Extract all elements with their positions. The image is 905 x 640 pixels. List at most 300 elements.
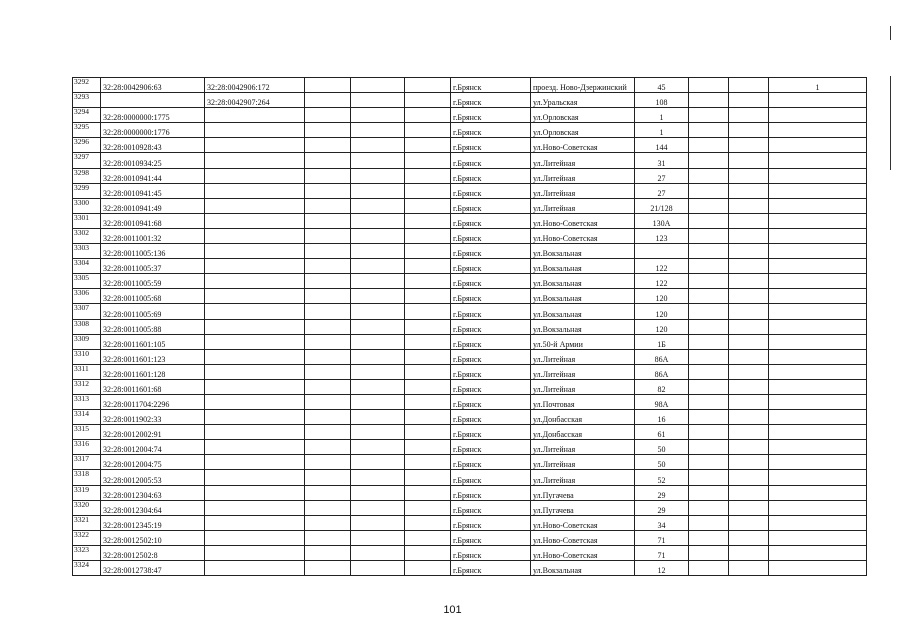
empty-cell [305, 561, 351, 576]
row-number: 3304 [73, 259, 101, 274]
empty-cell [729, 515, 769, 530]
table-row [73, 545, 867, 560]
table-row [73, 440, 867, 455]
house-number: 144 [635, 138, 689, 153]
cadastral-number: 32:28:0010941:44 [101, 168, 205, 183]
empty-cell [305, 228, 351, 243]
empty-cell [729, 213, 769, 228]
empty-cell [405, 455, 451, 470]
extra-value [769, 259, 867, 274]
extra-value [769, 289, 867, 304]
empty-cell [405, 228, 451, 243]
table-row [73, 485, 867, 500]
house-number: 1Б [635, 334, 689, 349]
empty-cell [305, 244, 351, 259]
empty-cell [405, 545, 451, 560]
street: ул.Литейная [531, 349, 635, 364]
table-row [73, 470, 867, 485]
row-number: 3292 [73, 78, 101, 93]
city: г.Брянск [451, 289, 531, 304]
house-number: 29 [635, 485, 689, 500]
extra-value [769, 364, 867, 379]
table-row [73, 259, 867, 274]
empty-cell [405, 93, 451, 108]
row-number: 3315 [73, 425, 101, 440]
house-number: 16 [635, 410, 689, 425]
previous-cadastral-number [205, 455, 305, 470]
cadastral-number: 32:28:0012005:53 [101, 470, 205, 485]
previous-cadastral-number [205, 244, 305, 259]
city: г.Брянск [451, 561, 531, 576]
empty-cell [689, 500, 729, 515]
empty-cell [689, 379, 729, 394]
extra-value [769, 183, 867, 198]
empty-cell [689, 198, 729, 213]
empty-cell [351, 394, 405, 409]
empty-cell [689, 274, 729, 289]
cadastral-number: 32:28:0011005:59 [101, 274, 205, 289]
empty-cell [305, 425, 351, 440]
street: ул.50-й Армии [531, 334, 635, 349]
empty-cell [351, 334, 405, 349]
row-number: 3318 [73, 470, 101, 485]
city: г.Брянск [451, 168, 531, 183]
empty-cell [689, 334, 729, 349]
empty-cell [689, 394, 729, 409]
cadastral-number: 32:28:0011005:88 [101, 319, 205, 334]
extra-value [769, 123, 867, 138]
empty-cell [305, 515, 351, 530]
street: ул.Вокзальная [531, 274, 635, 289]
row-number: 3317 [73, 455, 101, 470]
empty-cell [729, 410, 769, 425]
city: г.Брянск [451, 425, 531, 440]
empty-cell [729, 500, 769, 515]
extra-value [769, 515, 867, 530]
extra-value [769, 153, 867, 168]
row-number: 3299 [73, 183, 101, 198]
city: г.Брянск [451, 394, 531, 409]
extra-value [769, 319, 867, 334]
empty-cell [689, 123, 729, 138]
row-number: 3313 [73, 394, 101, 409]
empty-cell [689, 485, 729, 500]
previous-cadastral-number [205, 274, 305, 289]
empty-cell [351, 349, 405, 364]
city: г.Брянск [451, 349, 531, 364]
empty-cell [689, 259, 729, 274]
empty-cell [351, 228, 405, 243]
previous-cadastral-number [205, 123, 305, 138]
empty-cell [351, 470, 405, 485]
empty-cell [351, 259, 405, 274]
empty-cell [405, 213, 451, 228]
row-number: 3314 [73, 410, 101, 425]
empty-cell [305, 485, 351, 500]
city: г.Брянск [451, 259, 531, 274]
previous-cadastral-number [205, 425, 305, 440]
row-number: 3320 [73, 500, 101, 515]
empty-cell [351, 108, 405, 123]
table-row [73, 500, 867, 515]
empty-cell [351, 545, 405, 560]
street: ул.Ново-Советская [531, 138, 635, 153]
empty-cell [305, 349, 351, 364]
cadastral-number: 32:28:0011005:68 [101, 289, 205, 304]
extra-value [769, 304, 867, 319]
cadastral-number: 32:28:0012738:47 [101, 561, 205, 576]
row-number: 3303 [73, 244, 101, 259]
extra-value [769, 485, 867, 500]
empty-cell [405, 244, 451, 259]
cadastral-number: 32:28:0042906:63 [101, 78, 205, 93]
cadastral-number: 32:28:0011001:32 [101, 228, 205, 243]
street: ул.Вокзальная [531, 259, 635, 274]
house-number [635, 244, 689, 259]
empty-cell [689, 530, 729, 545]
empty-cell [729, 274, 769, 289]
empty-cell [689, 228, 729, 243]
empty-cell [405, 410, 451, 425]
cadastral-number: 32:28:0012502:8 [101, 545, 205, 560]
table-row [73, 108, 867, 123]
empty-cell [351, 319, 405, 334]
empty-cell [351, 274, 405, 289]
empty-cell [305, 440, 351, 455]
empty-cell [351, 515, 405, 530]
row-number: 3305 [73, 274, 101, 289]
empty-cell [351, 78, 405, 93]
cadastral-number: 32:28:0000000:1776 [101, 123, 205, 138]
street: ул.Уральская [531, 93, 635, 108]
empty-cell [305, 138, 351, 153]
extra-value [769, 530, 867, 545]
empty-cell [305, 334, 351, 349]
extra-value [769, 394, 867, 409]
empty-cell [305, 470, 351, 485]
table-row [73, 153, 867, 168]
house-number: 123 [635, 228, 689, 243]
street: ул.Литейная [531, 198, 635, 213]
empty-cell [305, 289, 351, 304]
city: г.Брянск [451, 530, 531, 545]
street: ул.Донбасская [531, 410, 635, 425]
empty-cell [405, 168, 451, 183]
row-number: 3319 [73, 485, 101, 500]
empty-cell [729, 153, 769, 168]
previous-cadastral-number: 32:28:0042906:172 [205, 78, 305, 93]
previous-cadastral-number [205, 334, 305, 349]
row-number: 3293 [73, 93, 101, 108]
empty-cell [689, 455, 729, 470]
street: ул.Вокзальная [531, 289, 635, 304]
empty-cell [689, 289, 729, 304]
house-number: 120 [635, 289, 689, 304]
previous-cadastral-number [205, 153, 305, 168]
empty-cell [351, 183, 405, 198]
empty-cell [729, 530, 769, 545]
row-number: 3311 [73, 364, 101, 379]
empty-cell [729, 545, 769, 560]
street: ул.Литейная [531, 183, 635, 198]
previous-cadastral-number [205, 364, 305, 379]
extra-value [769, 274, 867, 289]
empty-cell [405, 515, 451, 530]
previous-cadastral-number [205, 379, 305, 394]
street: ул.Донбасская [531, 425, 635, 440]
cadastral-number: 32:28:0000000:1775 [101, 108, 205, 123]
cadastral-number: 32:28:0012004:74 [101, 440, 205, 455]
table-row [73, 364, 867, 379]
cadastral-number: 32:28:0011601:128 [101, 364, 205, 379]
cadastral-number: 32:28:0011704:2296 [101, 394, 205, 409]
empty-cell [729, 364, 769, 379]
empty-cell [689, 153, 729, 168]
house-number: 71 [635, 545, 689, 560]
street: ул.Литейная [531, 470, 635, 485]
row-number: 3321 [73, 515, 101, 530]
street: ул.Почтовая [531, 394, 635, 409]
house-number: 27 [635, 168, 689, 183]
extra-value [769, 244, 867, 259]
previous-cadastral-number [205, 394, 305, 409]
previous-cadastral-number [205, 410, 305, 425]
empty-cell [305, 319, 351, 334]
house-number: 120 [635, 304, 689, 319]
house-number: 1 [635, 108, 689, 123]
empty-cell [405, 440, 451, 455]
table-row [73, 425, 867, 440]
house-number: 31 [635, 153, 689, 168]
table-row [73, 515, 867, 530]
previous-cadastral-number [205, 500, 305, 515]
house-number: 34 [635, 515, 689, 530]
street: ул.Литейная [531, 379, 635, 394]
empty-cell [729, 440, 769, 455]
extra-value: 1 [769, 78, 867, 93]
empty-cell [305, 455, 351, 470]
empty-cell [405, 108, 451, 123]
house-number: 52 [635, 470, 689, 485]
street: ул.Литейная [531, 153, 635, 168]
extra-value [769, 500, 867, 515]
previous-cadastral-number [205, 259, 305, 274]
city: г.Брянск [451, 304, 531, 319]
street: ул.Орловская [531, 108, 635, 123]
street: ул.Пугачева [531, 485, 635, 500]
city: г.Брянск [451, 319, 531, 334]
city: г.Брянск [451, 108, 531, 123]
empty-cell [729, 168, 769, 183]
empty-cell [689, 410, 729, 425]
empty-cell [405, 485, 451, 500]
empty-cell [729, 289, 769, 304]
table-row [73, 93, 867, 108]
empty-cell [729, 319, 769, 334]
cadastral-number: 32:28:0012345:19 [101, 515, 205, 530]
empty-cell [351, 138, 405, 153]
table-row [73, 183, 867, 198]
house-number: 86А [635, 349, 689, 364]
empty-cell [351, 168, 405, 183]
previous-cadastral-number [205, 213, 305, 228]
empty-cell [305, 78, 351, 93]
empty-cell [405, 319, 451, 334]
city: г.Брянск [451, 123, 531, 138]
empty-cell [729, 183, 769, 198]
street: ул.Ново-Советская [531, 530, 635, 545]
empty-cell [729, 470, 769, 485]
previous-cadastral-number [205, 289, 305, 304]
extra-value [769, 545, 867, 560]
street: ул.Вокзальная [531, 244, 635, 259]
cadastral-number: 32:28:0010941:68 [101, 213, 205, 228]
row-number: 3312 [73, 379, 101, 394]
previous-cadastral-number [205, 304, 305, 319]
empty-cell [729, 93, 769, 108]
empty-cell [689, 425, 729, 440]
empty-cell [405, 138, 451, 153]
cadastral-number: 32:28:0010941:49 [101, 198, 205, 213]
empty-cell [729, 138, 769, 153]
empty-cell [405, 304, 451, 319]
empty-cell [351, 244, 405, 259]
empty-cell [351, 198, 405, 213]
empty-cell [351, 425, 405, 440]
house-number: 45 [635, 78, 689, 93]
table-row [73, 244, 867, 259]
empty-cell [689, 138, 729, 153]
empty-cell [351, 364, 405, 379]
empty-cell [689, 213, 729, 228]
extra-value [769, 379, 867, 394]
empty-cell [729, 198, 769, 213]
empty-cell [405, 183, 451, 198]
cadastral-number: 32:28:0012304:64 [101, 500, 205, 515]
table-row [73, 168, 867, 183]
page-number: 101 [443, 604, 462, 616]
empty-cell [351, 561, 405, 576]
city: г.Брянск [451, 244, 531, 259]
empty-cell [351, 304, 405, 319]
previous-cadastral-number [205, 228, 305, 243]
cadastral-number: 32:28:0012002:91 [101, 425, 205, 440]
empty-cell [729, 394, 769, 409]
house-number: 27 [635, 183, 689, 198]
street: ул.Литейная [531, 364, 635, 379]
empty-cell [305, 198, 351, 213]
row-number: 3296 [73, 138, 101, 153]
empty-cell [305, 379, 351, 394]
empty-cell [405, 561, 451, 576]
table-row [73, 289, 867, 304]
row-number: 3310 [73, 349, 101, 364]
cadastral-number: 32:28:0011601:105 [101, 334, 205, 349]
table-row [73, 410, 867, 425]
empty-cell [689, 515, 729, 530]
empty-cell [351, 485, 405, 500]
cadastral-number: 32:28:0012004:75 [101, 455, 205, 470]
extra-value [769, 455, 867, 470]
empty-cell [729, 123, 769, 138]
house-number: 50 [635, 455, 689, 470]
empty-cell [689, 364, 729, 379]
row-number: 3300 [73, 198, 101, 213]
right-edge-line-top [890, 26, 891, 40]
table-row [73, 530, 867, 545]
previous-cadastral-number [205, 561, 305, 576]
house-number: 1 [635, 123, 689, 138]
empty-cell [351, 93, 405, 108]
empty-cell [305, 153, 351, 168]
cadastral-number [101, 93, 205, 108]
row-number: 3298 [73, 168, 101, 183]
extra-value [769, 168, 867, 183]
house-number: 71 [635, 530, 689, 545]
previous-cadastral-number [205, 183, 305, 198]
cadastral-number: 32:28:0011005:136 [101, 244, 205, 259]
empty-cell [351, 289, 405, 304]
previous-cadastral-number [205, 545, 305, 560]
empty-cell [689, 183, 729, 198]
extra-value [769, 213, 867, 228]
empty-cell [689, 545, 729, 560]
empty-cell [689, 319, 729, 334]
empty-cell [305, 304, 351, 319]
empty-cell [305, 530, 351, 545]
row-number: 3324 [73, 561, 101, 576]
empty-cell [405, 425, 451, 440]
empty-cell [689, 93, 729, 108]
cadastral-number: 32:28:0010934:25 [101, 153, 205, 168]
extra-value [769, 334, 867, 349]
empty-cell [729, 425, 769, 440]
row-number: 3295 [73, 123, 101, 138]
street: ул.Вокзальная [531, 304, 635, 319]
extra-value [769, 425, 867, 440]
street: ул.Вокзальная [531, 561, 635, 576]
street: ул.Пугачева [531, 500, 635, 515]
house-number: 108 [635, 93, 689, 108]
empty-cell [305, 410, 351, 425]
house-number: 86А [635, 364, 689, 379]
previous-cadastral-number: 32:28:0042907:264 [205, 93, 305, 108]
empty-cell [729, 78, 769, 93]
house-number: 122 [635, 259, 689, 274]
street: ул.Ново-Советская [531, 228, 635, 243]
row-number: 3301 [73, 213, 101, 228]
previous-cadastral-number [205, 138, 305, 153]
house-number: 122 [635, 274, 689, 289]
empty-cell [689, 304, 729, 319]
table-row [73, 78, 867, 93]
row-number: 3307 [73, 304, 101, 319]
cadastral-number: 32:28:0011005:69 [101, 304, 205, 319]
house-number: 130А [635, 213, 689, 228]
empty-cell [351, 440, 405, 455]
previous-cadastral-number [205, 530, 305, 545]
empty-cell [405, 394, 451, 409]
city: г.Брянск [451, 93, 531, 108]
city: г.Брянск [451, 153, 531, 168]
table-row [73, 138, 867, 153]
house-number: 61 [635, 425, 689, 440]
previous-cadastral-number [205, 485, 305, 500]
empty-cell [305, 545, 351, 560]
table-row [73, 228, 867, 243]
city: г.Брянск [451, 410, 531, 425]
empty-cell [689, 440, 729, 455]
